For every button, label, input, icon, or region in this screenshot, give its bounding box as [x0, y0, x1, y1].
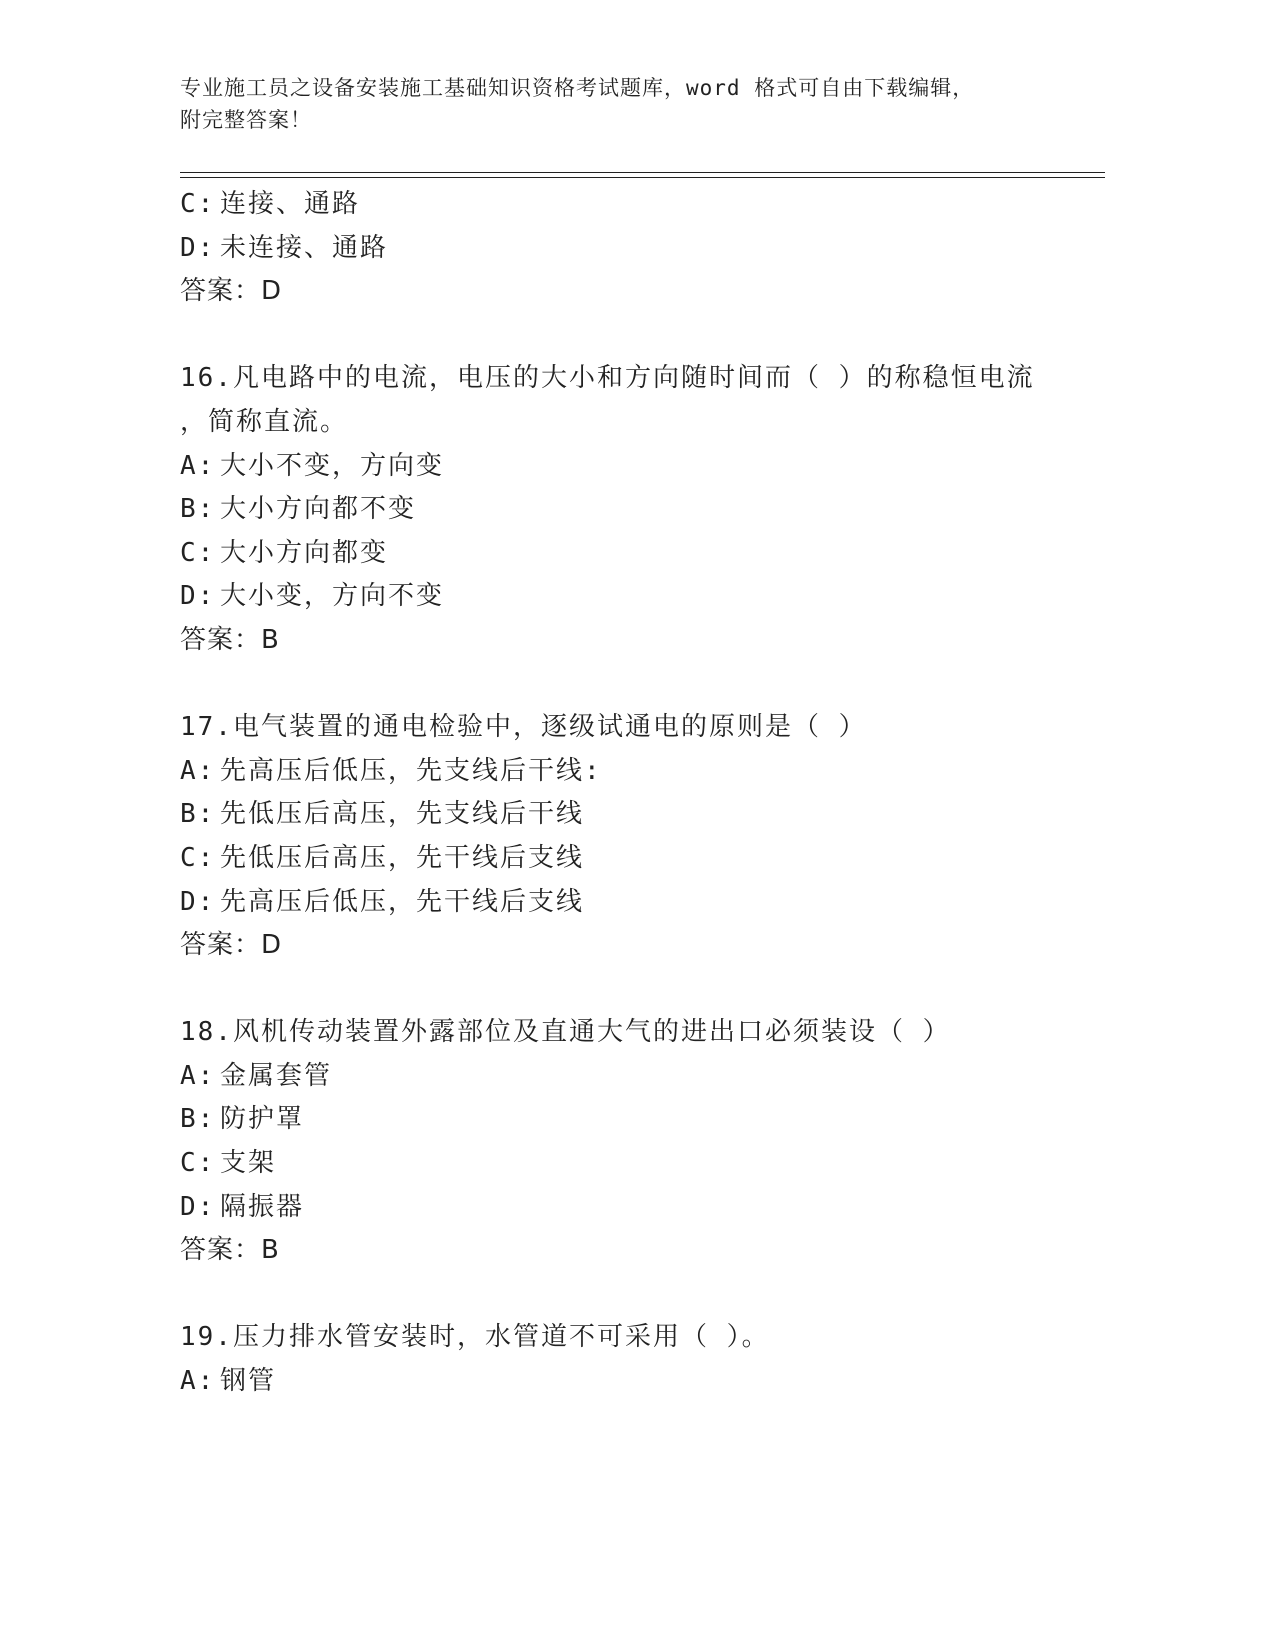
question-15 — [180, 183, 1100, 314]
question-list — [180, 183, 1100, 1404]
spacer — [180, 314, 1100, 358]
question-text: 17.电气装置的通电检验中，逐级试通电的原则是（ ） — [180, 712, 867, 743]
option-letter: D: — [180, 232, 216, 263]
option-letter: A: — [180, 1366, 216, 1397]
option-d — [180, 881, 1100, 925]
question-text: 19.压力排水管安装时，水管道不可采用（ ）。 — [180, 1322, 770, 1353]
option-text: 先高压后低压，先干线后支线 — [220, 886, 585, 917]
option-d — [180, 227, 1100, 271]
option-letter: D: — [180, 1191, 216, 1222]
document-header — [180, 72, 1100, 136]
question-text: 18.风机传动装置外露部位及直通大气的进出口必须装设（ ） — [180, 1017, 951, 1048]
option-text: 大小方向都不变 — [220, 494, 417, 525]
option-text: 钢管 — [220, 1366, 277, 1397]
option-a — [180, 1360, 1100, 1404]
option-letter: C: — [180, 189, 216, 219]
option-c — [180, 837, 1100, 881]
question-18 — [180, 1011, 1100, 1273]
option-letter: D: — [180, 886, 216, 917]
option-text: 大小变，方向不变 — [220, 581, 445, 612]
option-a — [180, 445, 1100, 489]
option-c — [180, 532, 1100, 576]
answer-line: 答案：D — [180, 276, 283, 307]
header-line-2: 附完整答案！ — [180, 108, 312, 132]
option-letter: C: — [180, 1148, 216, 1179]
option-letter: D: — [180, 581, 216, 612]
spacer — [180, 968, 1100, 1012]
spacer — [180, 663, 1100, 707]
option-text: 连接、通路 — [220, 189, 361, 219]
option-text: 未连接、通路 — [220, 232, 389, 263]
option-text: 金属套管 — [220, 1060, 333, 1091]
spacer — [180, 1273, 1100, 1317]
option-text: 先高压后低压，先支线后干线: — [220, 755, 602, 786]
answer-line: 答案：B — [180, 624, 280, 655]
question-19 — [180, 1316, 1100, 1403]
option-letter: B: — [180, 1104, 216, 1135]
option-c — [180, 1142, 1100, 1186]
option-b — [180, 793, 1100, 837]
header-rule-top — [180, 172, 1105, 173]
option-text: 大小不变，方向变 — [220, 450, 445, 481]
answer-line: 答案：B — [180, 1235, 280, 1266]
option-letter: C: — [180, 842, 216, 873]
option-letter: A: — [180, 450, 216, 481]
option-text: 支架 — [220, 1148, 277, 1179]
option-letter: A: — [180, 755, 216, 786]
option-text: 隔振器 — [220, 1191, 305, 1222]
question-17 — [180, 706, 1100, 968]
option-b — [180, 488, 1100, 532]
option-d — [180, 1186, 1100, 1230]
option-letter: B: — [180, 799, 216, 830]
question-text: 16.凡电路中的电流，电压的大小和方向随时间而（ ）的称稳恒电流 — [180, 363, 1035, 394]
option-d — [180, 575, 1100, 619]
option-letter: A: — [180, 1060, 216, 1091]
option-a — [180, 750, 1100, 794]
option-letter: B: — [180, 494, 216, 525]
question-16 — [180, 357, 1100, 662]
option-letter: C: — [180, 537, 216, 568]
option-text: 大小方向都变 — [220, 537, 389, 568]
option-c — [180, 183, 1100, 227]
question-text-continued: ，简称直流。 — [180, 406, 349, 437]
header-line-1: 专业施工员之设备安装施工基础知识资格考试题库，word 格式可自由下载编辑， — [180, 76, 975, 100]
option-a — [180, 1055, 1100, 1099]
option-b — [180, 1098, 1100, 1142]
option-text: 防护罩 — [220, 1104, 305, 1135]
header-rule-bottom — [180, 177, 1105, 178]
answer-line: 答案：D — [180, 930, 283, 961]
option-text: 先低压后高压，先干线后支线 — [220, 842, 585, 873]
option-text: 先低压后高压，先支线后干线 — [220, 799, 585, 830]
